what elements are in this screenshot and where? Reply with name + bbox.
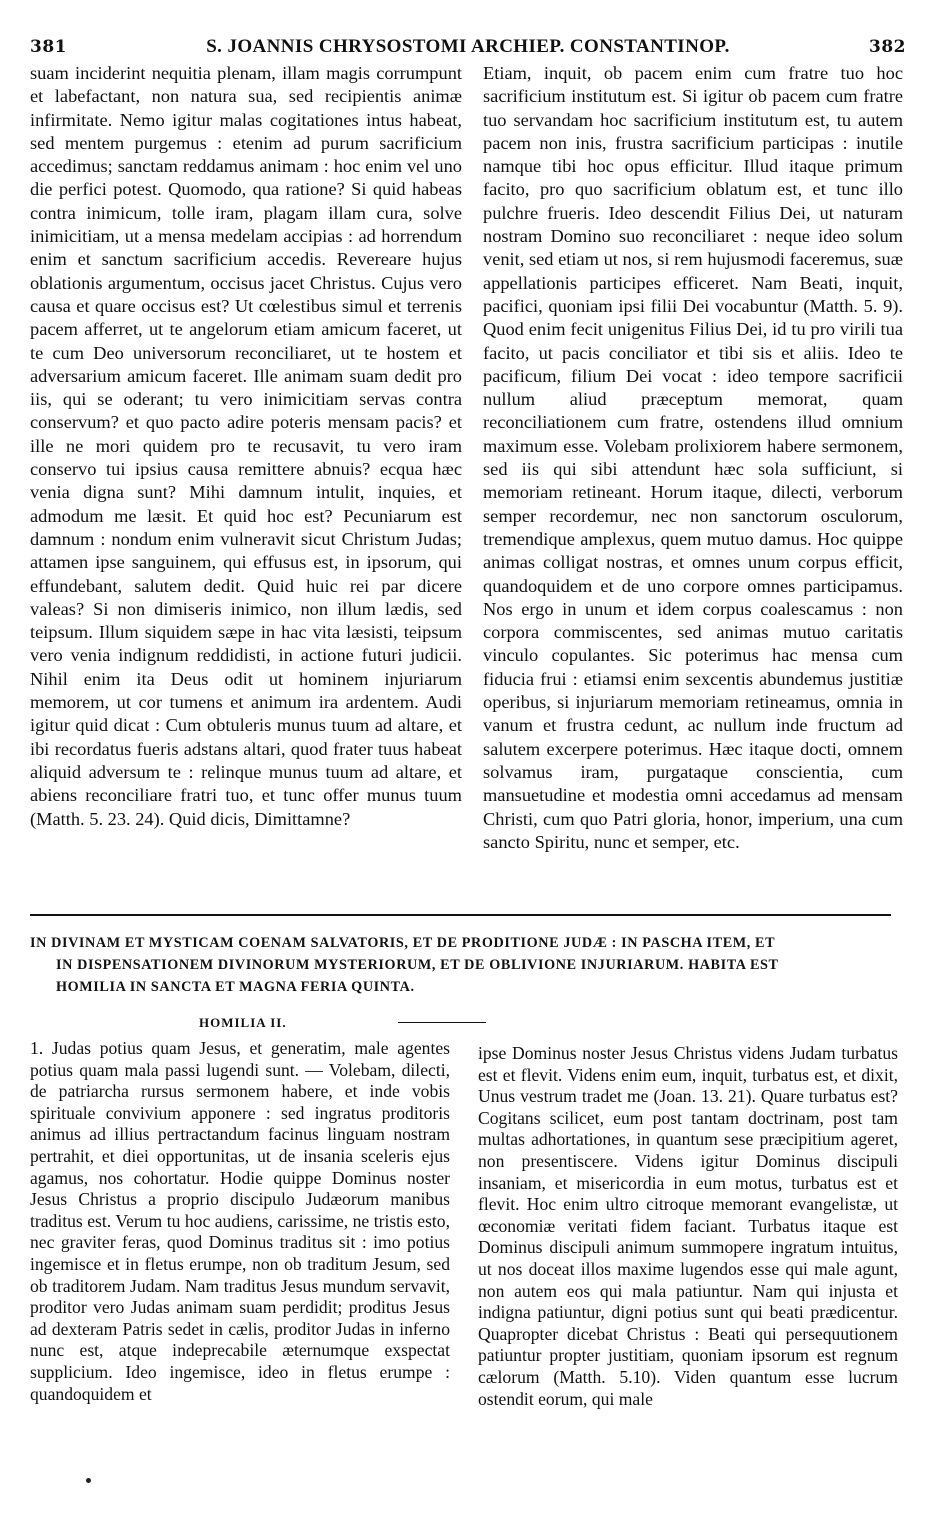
top-left-column: [30, 62, 462, 902]
page-number-left: 381: [30, 37, 67, 57]
section-divider: [30, 914, 891, 916]
bottom-right-paragraph: ipse Dominus noster Jesus Christus videns Judam turbatus est et flevit. Videns enim eum, inquit, turbatus est, et dixit, Unus vestrum tradet me (Joan. 13. 21). Quare turbatus est? Cogitans scilicet, eum post tantam doctrinam, post tam multas adhortationes, in quantum sese præcipitium ageret, non presentiscere. Videns igitur Dominus discipuli insaniam, et misericordia in eum motus, turbatus est et flevit. Hoc enim ultro citroque memorant evangelistæ, ut œconomiæ veritati fidem faciant. Turbatus itaque est Dominus discipuli animum summopere ingratum intuitus, ut nos doceat illos maxime lugendos esse qui male agunt, non autem eos qui mala patiuntur. Nam qui injusta et indigna patiuntur, digni potius sunt qui beati prædicentur. Quapropter dicebat Christus : Beati qui persequutionem patiuntur propter justitiam, quoniam ipsorum est regnum cælorum (Matth. 5.10). Viden quantum esse lucrum ostendit eorum, qui male: [478, 1043, 898, 1409]
top-left-paragraph: suam inciderint nequitia plenam, illam magis corrumpunt et labefactant, non natura sua, sed recipientis animæ infirmitate. Nemo igitur malas cogitationes intus habeat, sed mentem purgemus : etenim ad purum sacrificium accedimus; sanctam reddamus animam : hoc enim vel uno die perfici potest. Quomodo, qua ratione? Si quid habeas contra inimicum, tolle iram, plagam illam cura, solve inimicitiam, ut a mensa medelam accipias : ad horrendum enim et sanctum sacrificium accedis. Revereare hujus oblationis argumentum, occisus jacet Christus. Cujus vero causa et quare occisus est? Ut cœlestibus simul et terrenis pacem afferret, ut te angelorum etiam amicum faceret, ut te cum Deo universorum reconciliaret, ut te hostem et adversarium amicum faceret. Ille animam suam dedit pro iis, qui se oderant; tu vero inimicitiam servas contra conservum? et quo pacto adire poteris mensam pacis? et ille ne mori quidem pro te recusavit, tu vero iram conservo tui ipsius causa remittere abnuis? ecqua hæc venia digna sunt? Mihi damnum intulit, inquies, et admodum me læsit. Et quid hoc est? Pecuniarum est damnum : nondum enim vulneravit sicut Christum Judas; attamen ipse sanguinem, qui effusus est, in ipsorum, qui effundebant, salutem dedit. Quid huic rei par dicere valeas? Si non dimiseris inimico, non illum lædis, sed teipsum. Illum siquidem sæpe in hac vita læsisti, teipsum vero venia indignum reddidisti, in actione futuri judicii. Nihil enim ita Deus odit ut hominem injuriarum memorem, ut cor tumens et animum ira ardentem. Audi igitur quid dicat : Cum obtuleris munus tuum ad altare, et ibi recordatus fueris adstans altari, quod frater tuus habeat aliquid adversum te : relinque munus tuum ad altare, et abiens reconciliare fratri tuo, et tunc offer munus tuum (Matth. 5. 23. 24). Quid dicis, Dimittamne?: [30, 63, 462, 829]
top-right-column: [483, 62, 903, 902]
page-number-right: 382: [869, 37, 906, 57]
bottom-left-paragraph: 1. Judas potius quam Jesus, et generatim, male agentes potius quam mala passi lugendi sunt. — Volebam, dilecti, de patriarcha rursus sermonem habere, et inde vobis spirituale convivium apponere : sed ingratus proditoris animus ad illius pertractandum facinus linguam nostram pertrahit, et diei opportunitas, ut de insania sceleris ejus agamus, nos cohortatur. Hodie quippe Dominus noster Jesus Christus a proprio discipulo Judæorum manibus traditus est. Verum tu hoc audiens, carissime, ne tristis esto, nec graviter feras, quod Dominus traditus sit : imo potius ingemisce et in fletus erumpe, non ob traditum Jesum, sed ob traditorem Judam. Nam traditus Jesus mundum servavit, proditor vero Judas animam suam perdidit; proditus Jesus ad dexteram Patris sedet in cælis, proditor Judas in inferno nunc est, atque indeprecabile æternumque exspectat supplicium. Ideo ingemisce, ideo in fletus erumpe : quandoquidem et: [30, 1038, 450, 1404]
bottom-right-column: [478, 1043, 898, 1473]
top-right-paragraph: Etiam, inquit, ob pacem enim cum fratre tuo hoc sacrificium institutum est. Si igitur ob pacem cum fratre tuo servandam hoc sacrificium institutum est, tu autem pacem non inis, frustra sacrificium participas : inutile namque tibi hoc opus efficitur. Illud itaque primum facito, pro quo sacrificium oblatum est, et tunc illo pulchre frueris. Ideo descendit Filius Dei, ut naturam nostram Domino suo reconciliaret : neque ideo solum venit, sed etiam ut nos, si rem hujusmodi faceremus, suæ appellationis participes efficeret. Nam Beati, inquit, pacifici, quoniam ipsi filii Dei vocabuntur (Matth. 5. 9). Quod enim fecit unigenitus Filius Dei, id tu pro virili tua facito, ut pacis conciliator et tibi sis et aliis. Ideo te pacificum, filium Dei vocat : ideo tempore sacrificii nullum aliud præceptum memorat, quam reconciliationem cum fratre, ostendens illud omnium maximum esse. Volebam prolixiorem habere sermonem, sed iis qui sibi attendunt hæc sola sufficiunt, si memoriam retineant. Horum itaque, dilecti, verborum semper recordemur, nec non sanctorum osculorum, tremendique amplexus, quem mutuo damus. Hoc quippe animas colligat nostras, et omnes unum corpus efficit, quandoquidem et de uno corpore omnes participamus. Nos ergo in unum et idem corpus coalescamus : non corpora commiscentes, sed animas mutuo caritatis vinculo copulantes. Sic poterimus hac mensa cum fiducia frui : etiamsi enim sexcentis abundemus justitiæ operibus, si injuriarum memoriam retineamus, omnia in vanum et frustra cedunt, ac nullum inde fructum ad salutem excerpere poterimus. Hæc itaque docti, omnem solvamus iram, purgataque conscientia, cum mansuetudine et modestia omni accedamus ad mensam Christi, cum quo Patri gloria, honor, imperium, una cum sancto Spiritu, nunc et semper, etc.: [483, 63, 903, 852]
homily-title: [30, 932, 892, 998]
homily-title-line-3: HOMILIA IN SANCTA ET MAGNA FERIA QUINTA.: [56, 979, 415, 995]
page-header: [30, 34, 906, 60]
ink-dot: [86, 1478, 91, 1483]
homily-title-line-2: IN DISPENSATIONEM DIVINORUM MYSTERIORUM, ET DE OBLIVIONE INJURIARUM. HABITA EST: [56, 957, 779, 973]
running-title: S. JOANNIS CHRYSOSTOMI ARCHIEP. CONSTANTINOP.: [206, 36, 730, 57]
bottom-left-column: [30, 1038, 450, 1470]
short-divider: [398, 1022, 486, 1023]
homilia-label: HOMILIA II.: [199, 1015, 287, 1030]
homily-title-line-1: IN DIVINAM ET MYSTICAM COENAM SALVATORIS, ET DE PRODITIONE JUDÆ : IN PASCHA ITEM, ET: [30, 935, 776, 951]
